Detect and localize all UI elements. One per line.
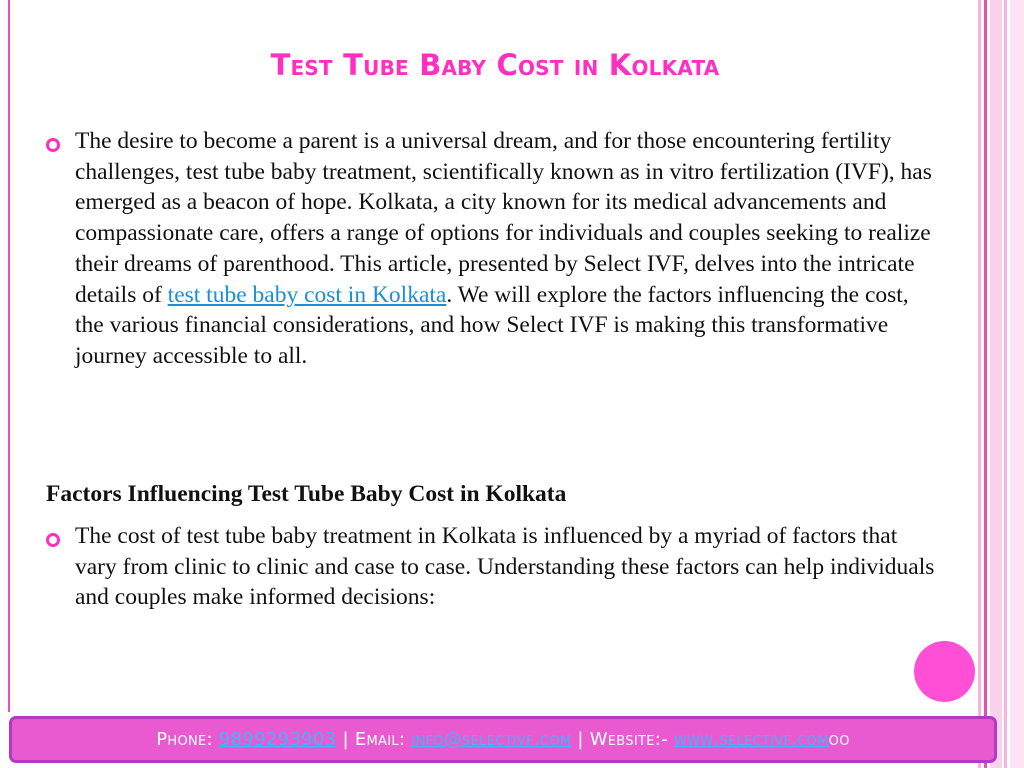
- intro-text-start: The desire to become a parent is a universal dream, and for those encountering fertility challenges, test tube baby treatment, scientifically known as in vitro fertilization (IVF), has emerged as a beacon of hope. Kolkata, a city known for its medical advancements and compassionate care, offers a range of options for individuals and couples seeking to realize their dreams of parenthood. This article, presented by Select IVF, delves into the intricate details of: [75, 128, 932, 308]
- factors-paragraph: The cost of test tube baby treatment in Kolkata is influenced by a myriad of factors that vary from clinic to clinic and case to case. Understanding these factors can help individuals and couples make informed decisions:: [75, 523, 935, 611]
- separator: |: [342, 729, 349, 750]
- phone-label: Phone:: [156, 729, 213, 750]
- intro-text-end: . We will explore the factors influencing the cost, the various financial considerations, and how Select IVF is making this transformative journey accessible to all.: [75, 281, 909, 369]
- section-heading: Factors Influencing Test Tube Baby Cost in Kolkata: [46, 481, 567, 507]
- website-label: Website:-: [589, 729, 668, 750]
- footer-trailing-text: oo: [828, 729, 850, 750]
- email-link[interactable]: info@selectivf.com: [411, 729, 572, 750]
- slide-title: Test Tube Baby Cost in Kolkata: [270, 48, 720, 82]
- right-stripe: [1004, 0, 1007, 768]
- separator: |: [577, 729, 584, 750]
- right-stripe: [978, 0, 981, 768]
- bullet-circle-icon: [46, 533, 60, 547]
- intro-paragraph: [75, 126, 935, 372]
- right-stripe: [990, 0, 1002, 768]
- right-stripe: [984, 0, 987, 768]
- email-label: Email:: [354, 729, 406, 750]
- website-link[interactable]: www.selectivf.com: [673, 729, 829, 750]
- bullet-circle-icon: [46, 138, 60, 152]
- cost-article-link[interactable]: test tube baby cost in Kolkata: [167, 281, 447, 308]
- footer-bar: [9, 716, 997, 763]
- phone-link[interactable]: 9899293903: [218, 729, 337, 750]
- right-stripe: [1010, 0, 1024, 768]
- footer-contact: [12, 719, 994, 760]
- decorative-circle: [914, 641, 975, 702]
- left-border-line: [8, 0, 10, 712]
